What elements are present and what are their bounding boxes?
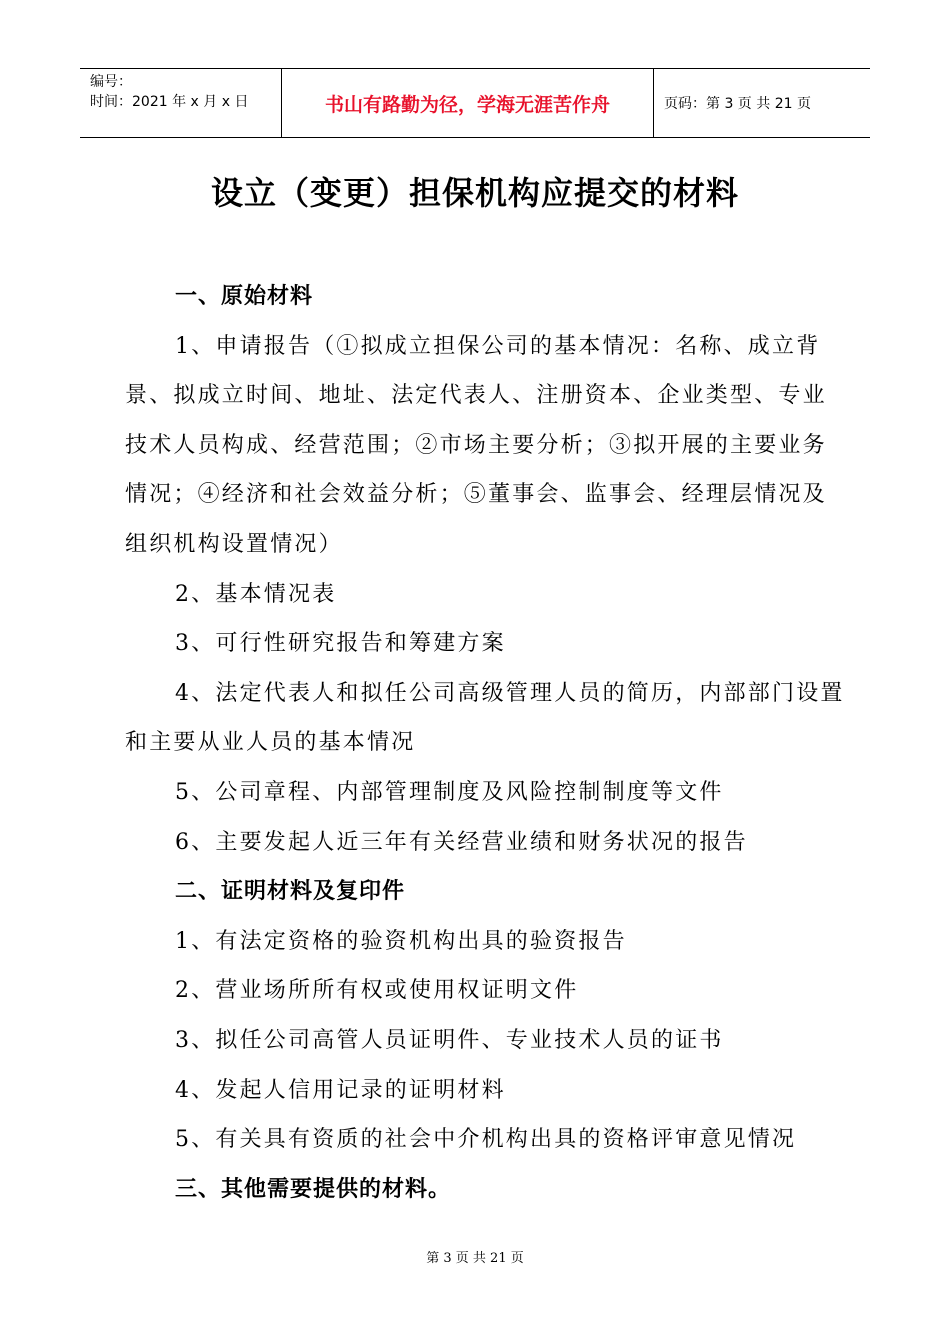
header-motto: 书山有路勤为径，学海无涯苦作舟 — [324, 93, 610, 116]
page-header — [80, 68, 870, 138]
section-heading: 二、证明材料及复印件 — [175, 879, 406, 905]
list-item: 2、营业场所所有权或使用权证明文件 — [175, 978, 579, 1004]
header-page-cell — [654, 69, 870, 137]
document-body — [125, 272, 850, 1214]
section-heading: 三、其他需要提供的材料。 — [175, 1176, 452, 1202]
list-item: 3、拟任公司高管人员证明件、专业技术人员的证书 — [175, 1027, 724, 1053]
header-page-label: 页码：第 3 页 共 21 页 — [664, 96, 811, 112]
list-item: 5、公司章程、内部管理制度及风险控制制度等文件 — [175, 779, 724, 805]
header-meta-cell — [80, 69, 282, 137]
list-item: 1、申请报告（①拟成立担保公司的基本情况：名称、成立背景、拟成立时间、地址、法定代表人、注册资本、企业类型、专业技术人员构成、经营范围；②市场主要分析；③拟开展的主要业务情况；④经济和社会效益分析；⑤董事会、监事会、经理层情况及组织机构设置情况） — [125, 333, 827, 557]
list-item: 6、主要发起人近三年有关经营业绩和财务状况的报告 — [175, 829, 748, 855]
document-title: 设立（变更）担保机构应提交的材料 — [210, 174, 739, 212]
header-number-label: 编号： — [90, 74, 132, 90]
list-item: 5、有关具有资质的社会中介机构出具的资格评审意见情况 — [175, 1127, 797, 1153]
list-item: 3、可行性研究报告和筹建方案 — [175, 631, 506, 657]
section-heading: 一、原始材料 — [175, 284, 314, 309]
page-footer: 第 3 页 共 21 页 — [426, 1251, 524, 1266]
list-item: 4、发起人信用记录的证明材料 — [175, 1077, 506, 1103]
header-time-label: 时间：2021 年 x 月 x 日 — [90, 94, 249, 110]
list-item: 1、有法定资格的验资机构出具的验资报告 — [175, 928, 627, 954]
list-item: 4、法定代表人和拟任公司高级管理人员的简历，内部部门设置和主要从业人员的基本情况 — [125, 680, 845, 756]
header-motto-cell — [282, 69, 654, 137]
list-item: 2、基本情况表 — [175, 581, 337, 607]
